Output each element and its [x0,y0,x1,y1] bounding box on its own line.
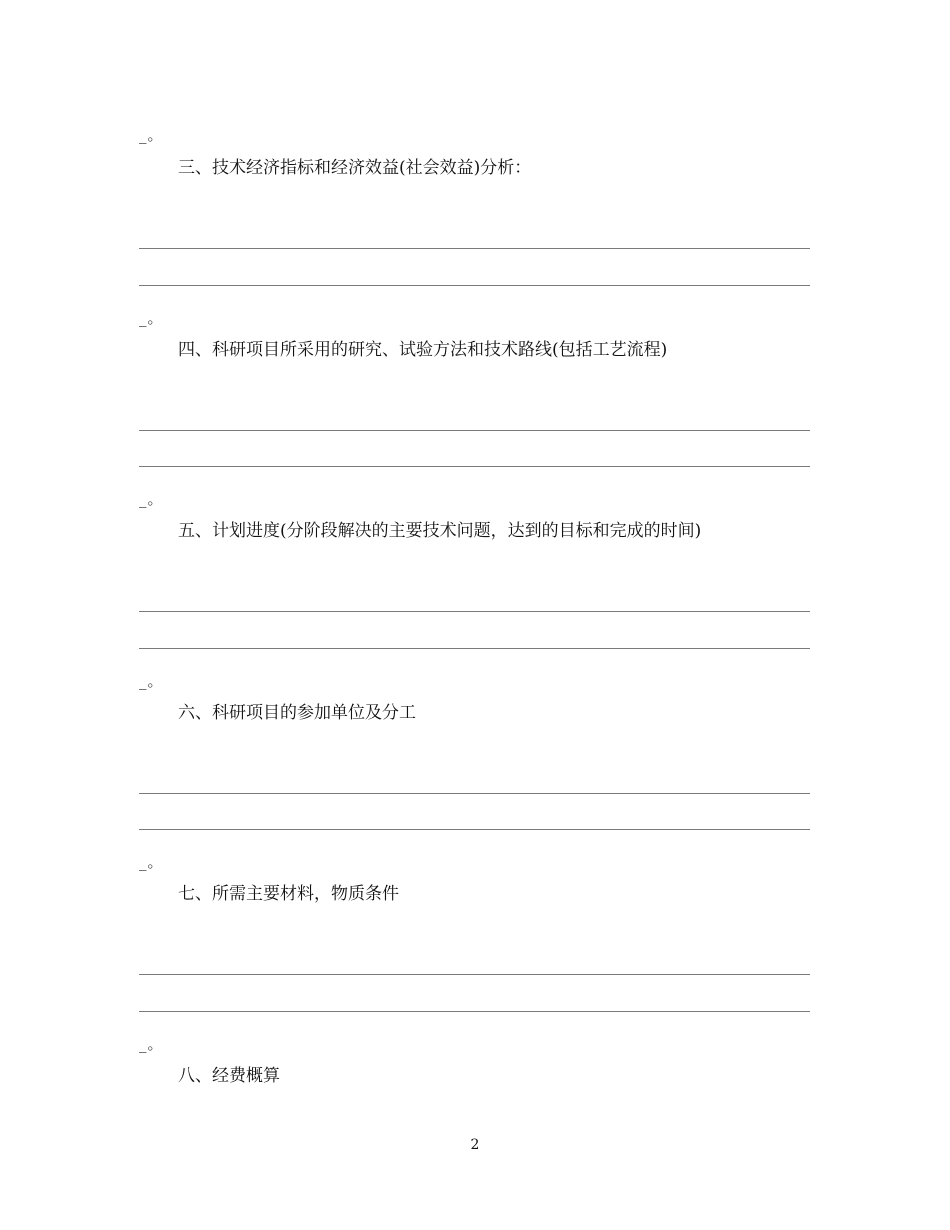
blank-line [139,648,810,649]
section-heading-8: 八、经费概算 [178,1066,280,1086]
end-mark: _。 [139,672,164,690]
blank-line [139,430,810,431]
section-heading-3: 三、技术经济指标和经济效益(社会效益)分析： [178,158,532,178]
end-mark: _。 [139,309,164,327]
end-mark: _。 [139,1035,164,1053]
end-mark: _。 [139,490,164,508]
blank-line [139,466,810,467]
section-heading-7: 七、所需主要材料，物质条件 [178,884,399,904]
section-heading-4: 四、科研项目所采用的研究、试验方法和技术路线(包括工艺流程) [178,340,668,360]
blank-line [139,829,810,830]
end-mark: _。 [139,853,164,871]
end-mark: _。 [139,126,164,144]
blank-line [139,1011,810,1012]
blank-line [139,793,810,794]
blank-line [139,248,810,249]
section-heading-6: 六、科研项目的参加单位及分工 [178,703,416,723]
section-heading-5: 五、计划进度(分阶段解决的主要技术问题，达到的目标和完成的时间) [178,521,702,541]
blank-line [139,285,810,286]
blank-line [139,974,810,975]
blank-line [139,611,810,612]
page-number: 2 [470,1137,480,1153]
